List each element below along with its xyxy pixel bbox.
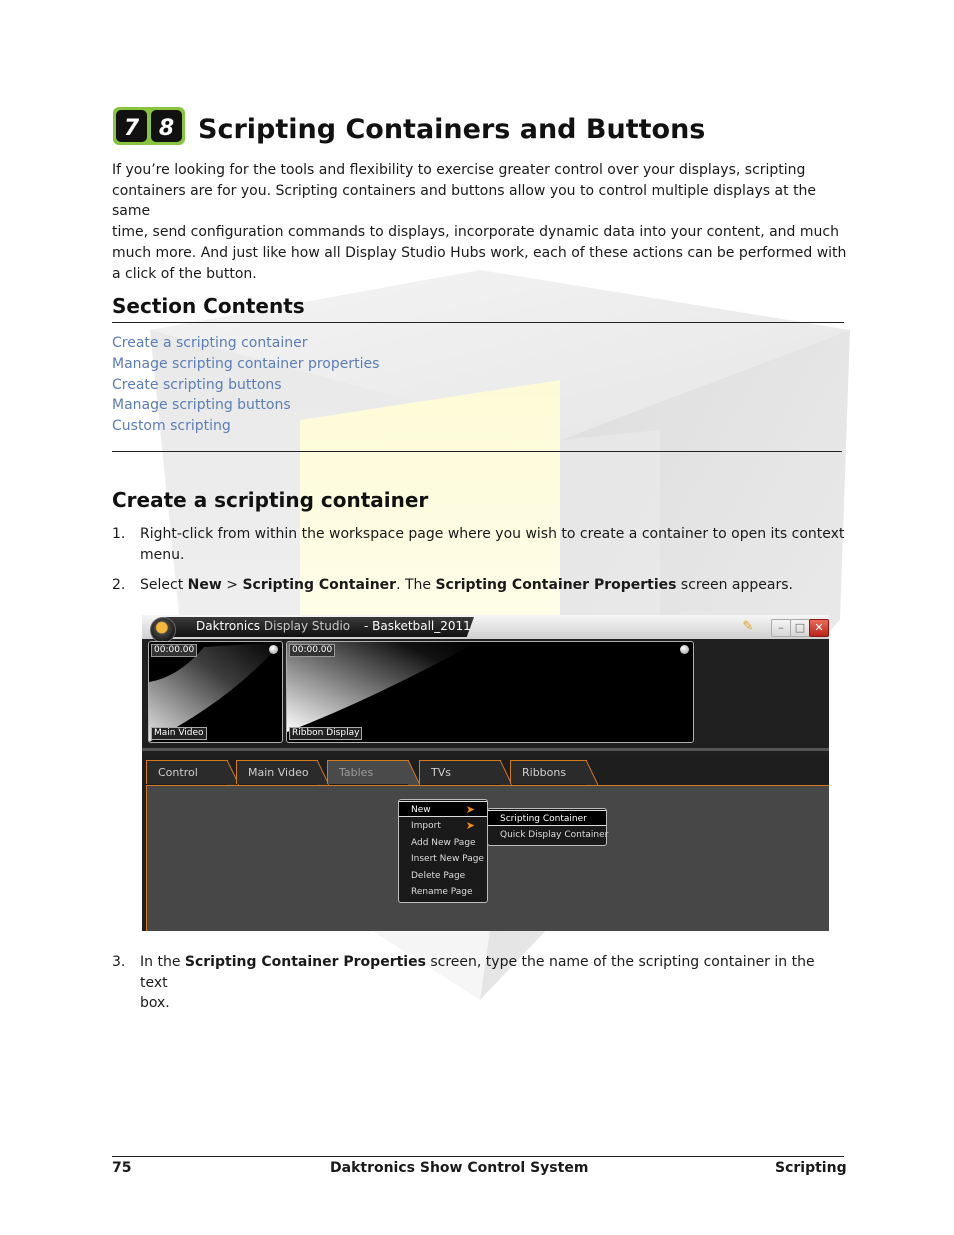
tab-ribbons[interactable]: Ribbons: [510, 760, 587, 784]
maximize-button[interactable]: □: [790, 619, 810, 637]
section-contents-bottom-rule: [112, 451, 842, 452]
ui-term: Scripting Container: [242, 577, 397, 593]
context-menu: [398, 799, 488, 903]
menu-item-import[interactable]: Import ➤: [411, 819, 475, 832]
close-button[interactable]: ✕: [809, 619, 829, 637]
intro-line: If you’re looking for the tools and flexibility to exercise greater control over your displays, scripting: [112, 162, 806, 178]
ui-term: Scripting Container Properties: [435, 577, 677, 593]
page-title: Scripting Containers and Buttons: [198, 114, 706, 145]
menu-item-delete-page[interactable]: Delete Page: [411, 871, 466, 881]
tab-tvs[interactable]: TVs: [419, 760, 501, 784]
step-1: [112, 524, 847, 566]
submenu-arrow-icon: ➤: [465, 803, 475, 816]
step-text: Select New > Scripting Container. The Scripting Container Properties screen appears.: [140, 577, 793, 593]
menu-item-new[interactable]: New ➤: [399, 801, 487, 817]
badge-digit-left: 7: [123, 116, 140, 141]
project-name: - Basketball_2011: [364, 619, 471, 633]
create-container-heading: Create a scripting container: [112, 488, 429, 512]
new-submenu: [487, 808, 607, 846]
toc-link-create-container[interactable]: Create a scripting container: [112, 335, 308, 351]
tile-name: Ribbon Display: [289, 727, 362, 740]
step-2: [112, 575, 847, 597]
section-contents-rule: [112, 322, 844, 323]
app-logo-icon[interactable]: [150, 617, 176, 643]
step-number: 3.: [112, 954, 126, 970]
toc-link-manage-container-properties[interactable]: Manage scripting container properties: [112, 355, 380, 372]
submenu-arrow-icon: ➤: [465, 819, 475, 832]
menu-item-quick-display-container[interactable]: Quick Display Container: [500, 830, 609, 840]
intro-paragraph: [112, 160, 847, 284]
divider-strip: [142, 748, 829, 751]
menu-item-rename-page[interactable]: Rename Page: [411, 887, 473, 897]
tab-tables[interactable]: Tables: [327, 760, 409, 784]
ui-term: Scripting Container Properties: [184, 954, 426, 970]
footer-page-number: 75: [112, 1160, 132, 1176]
display-studio-screenshot: [142, 615, 829, 931]
ui-term: New: [187, 577, 222, 593]
intro-line: a click of the button.: [112, 265, 257, 282]
toc-link-create-buttons[interactable]: Create scripting buttons: [112, 376, 282, 393]
pencil-icon[interactable]: ✎: [742, 619, 754, 634]
section-contents-list: [112, 333, 379, 437]
tile-timecode: 00:00.00: [289, 644, 335, 657]
tile-timecode: 00:00.00: [151, 644, 197, 657]
app-titlebar: [142, 615, 829, 639]
intro-line: time, send configuration commands to displays, incorporate dynamic data into your content, and much: [112, 224, 839, 241]
tab-control[interactable]: Control: [146, 760, 228, 784]
minimize-button[interactable]: –: [771, 619, 791, 637]
display-tile-main-video[interactable]: [148, 641, 283, 743]
page-tab-bar: [142, 756, 829, 786]
badge-digit-right: 8: [158, 116, 175, 141]
tab-main-video[interactable]: Main Video: [236, 760, 318, 784]
display-tile-ribbon-display[interactable]: [286, 641, 694, 743]
section-contents-heading: Section Contents: [112, 294, 305, 318]
menu-item-add-new-page[interactable]: Add New Page: [411, 838, 476, 848]
toc-link-custom-scripting[interactable]: Custom scripting: [112, 418, 231, 435]
app-name: Daktronics Display Studio: [196, 619, 351, 633]
step-text: In the Scripting Container Properties screen, type the name of the scripting container in the text box.: [140, 954, 815, 1011]
footer-section-name: Scripting: [775, 1160, 847, 1176]
step-number: 1.: [112, 526, 126, 542]
intro-line: much more. And just like how all Display Studio Hubs work, each of these actions can be performed with: [112, 244, 847, 261]
tile-name: Main Video: [151, 727, 207, 740]
menu-item-scripting-container[interactable]: Scripting Container: [488, 810, 606, 826]
step-number: 2.: [112, 577, 126, 593]
footer-rule: [112, 1156, 844, 1157]
menu-item-insert-new-page[interactable]: Insert New Page: [411, 854, 484, 864]
toc-link-manage-buttons[interactable]: Manage scripting buttons: [112, 397, 291, 414]
footer-document-title: Daktronics Show Control System: [330, 1160, 589, 1176]
intro-line: containers are for you. Scripting containers and buttons allow you to control multiple displays at the same: [112, 182, 817, 220]
step-text: Right-click from within the workspace page where you wish to create a container to open its context menu.: [140, 526, 845, 563]
step-3: [112, 952, 847, 1011]
product-badge-icon: [112, 106, 186, 146]
status-dot-icon: [680, 645, 689, 654]
status-dot-icon: [269, 645, 278, 654]
